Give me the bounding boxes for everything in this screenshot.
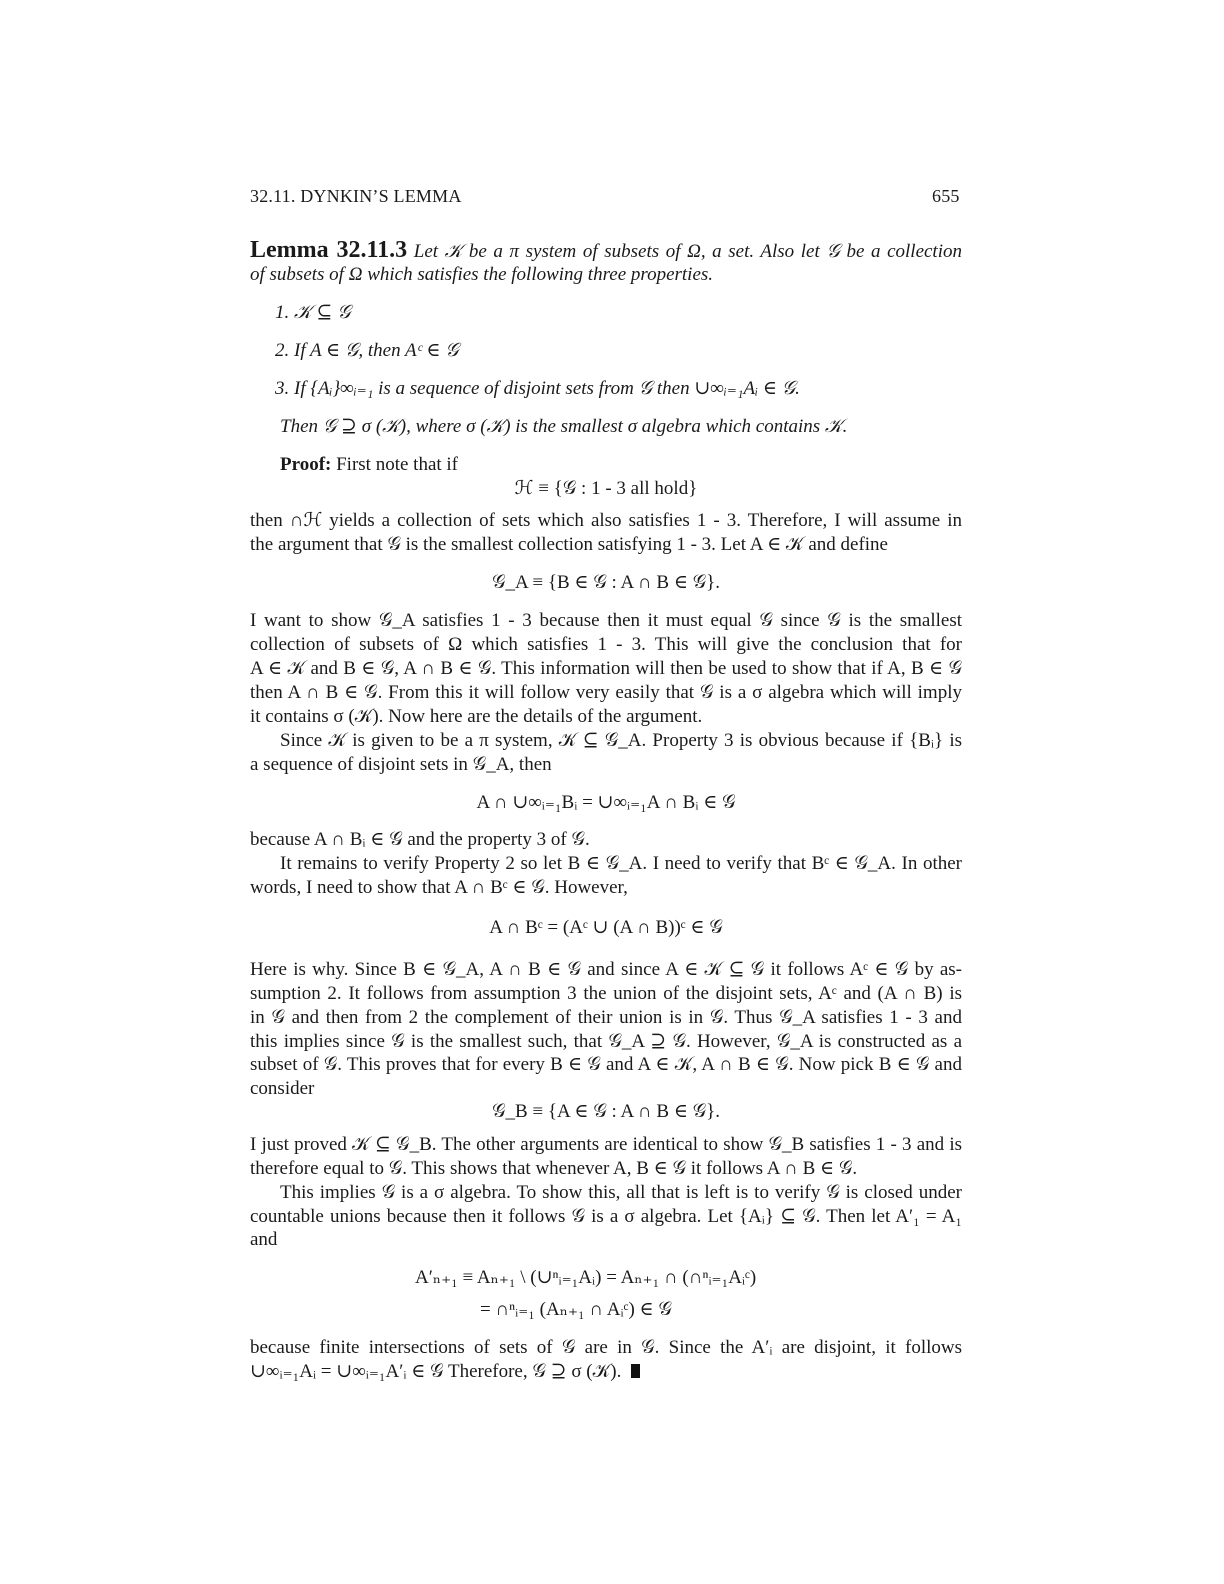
lemma-statement-line2: of subsets of Ω which satisfies the following three properties. <box>250 264 714 285</box>
paragraph-line: Since 𝒦 is given to be a π system, 𝒦 ⊆ 𝒢_A. Property 3 is obvious because if {Bᵢ} is <box>280 730 962 751</box>
paragraph-line: therefore equal to 𝒢. This shows that whenever A, B ∈ 𝒢 it follows A ∩ B ∈ 𝒢. <box>250 1158 858 1179</box>
paragraph-line: consider <box>250 1078 315 1099</box>
paragraph-line: It remains to verify Property 2 so let B ∈ 𝒢_A. I need to verify that Bᶜ ∈ 𝒢_A. In other <box>280 853 962 874</box>
equation-h-def: ℋ ≡ {𝒢 : 1 - 3 all hold} <box>514 478 698 499</box>
equation-disjoint-def-2: = ∩ⁿᵢ₌₁ (Aₙ₊₁ ∩ Aᵢᶜ) ∈ 𝒢 <box>480 1299 672 1320</box>
paragraph-line: This implies 𝒢 is a σ algebra. To show this, all that is left is to verify 𝒢 is closed under <box>280 1182 962 1203</box>
paragraph-line: in 𝒢 and then from 2 the complement of their union is in 𝒢. Thus 𝒢_A satisfies 1 - 3 and <box>250 1007 962 1028</box>
paragraph-line: countable unions because then it follows 𝒢 is a σ algebra. Let {Aᵢ} ⊆ 𝒢. Then let A′₁ = A₁ <box>250 1206 962 1227</box>
equation-gb-def: 𝒢_B ≡ {A ∈ 𝒢 : A ∩ B ∈ 𝒢}. <box>491 1101 721 1122</box>
lemma-item-3: 3. If {Aᵢ}∞ᵢ₌₁ is a sequence of disjoint sets from 𝒢 then ∪∞ᵢ₌₁Aᵢ ∈ 𝒢. <box>275 378 800 399</box>
paragraph-line: words, I need to show that A ∩ Bᶜ ∈ 𝒢. However, <box>250 877 628 898</box>
qed-box-icon <box>631 1364 640 1378</box>
running-head: 32.11. DYNKIN’S LEMMA <box>250 186 462 206</box>
page-number: 655 <box>932 186 960 206</box>
paragraph-line: this implies since 𝒢 is the smallest such, that 𝒢_A ⊇ 𝒢. However, 𝒢_A is constructed as a <box>250 1031 962 1052</box>
paragraph-line: and <box>250 1229 278 1250</box>
paragraph-line: the argument that 𝒢 is the smallest collection satisfying 1 - 3. Let A ∈ 𝒦 and define <box>250 534 888 555</box>
paragraph-line: A ∈ 𝒦 and B ∈ 𝒢, A ∩ B ∈ 𝒢. This information will then be used to show that if A, B ∈ 𝒢 <box>250 658 962 679</box>
paragraph-line: because finite intersections of sets of 𝒢 are in 𝒢. Since the A′ᵢ are disjoint, it follows <box>250 1337 962 1358</box>
paragraph-line: subset of 𝒢. This proves that for every B ∈ 𝒢 and A ∈ 𝒦, A ∩ B ∈ 𝒢. Now pick B ∈ 𝒢 and <box>250 1054 962 1075</box>
equation-union-intersection: A ∩ ∪∞ᵢ₌₁Bᵢ = ∪∞ᵢ₌₁A ∩ Bᵢ ∈ 𝒢 <box>476 792 736 813</box>
equation-ga-def: 𝒢_A ≡ {B ∈ 𝒢 : A ∩ B ∈ 𝒢}. <box>491 572 721 593</box>
paragraph-line: it contains σ (𝒦). Now here are the details of the argument. <box>250 706 703 727</box>
proof-intro: Proof: First note that if <box>280 454 459 475</box>
lemma-item-2: 2. If A ∈ 𝒢, then Aᶜ ∈ 𝒢 <box>275 340 459 361</box>
lemma-conclusion: Then 𝒢 ⊇ σ (𝒦), where σ (𝒦) is the smallest σ algebra which contains 𝒦. <box>280 416 848 437</box>
paragraph-line: because A ∩ Bᵢ ∈ 𝒢 and the property 3 of 𝒢. <box>250 829 590 850</box>
paragraph-line: a sequence of disjoint sets in 𝒢_A, then <box>250 754 552 775</box>
lemma-statement-line1: Lemma 32.11.3 Let 𝒦 be a π system of subsets of Ω, a set. Also let 𝒢 be a collection <box>250 237 962 263</box>
paragraph-line: then ∩ℋ yields a collection of sets which also satisfies 1 - 3. Therefore, I will assume in <box>250 510 962 531</box>
paragraph-line: sumption 2. It follows from assumption 3 the union of the disjoint sets, Aᶜ and (A ∩ B) is <box>250 983 962 1004</box>
lemma-item-1: 1. 𝒦 ⊆ 𝒢 <box>275 302 351 323</box>
equation-disjoint-def-1: A′ₙ₊₁ ≡ Aₙ₊₁ \ (∪ⁿᵢ₌₁Aᵢ) = Aₙ₊₁ ∩ (∩ⁿᵢ₌₁Aᵢᶜ) <box>415 1267 757 1288</box>
paragraph-line: collection of subsets of Ω which satisfies 1 - 3. This will give the conclusion that for <box>250 634 962 655</box>
paragraph-line: I want to show 𝒢_A satisfies 1 - 3 because then it must equal 𝒢 since 𝒢 is the smallest <box>250 610 962 631</box>
equation-complement: A ∩ Bᶜ = (Aᶜ ∪ (A ∩ B))ᶜ ∈ 𝒢 <box>489 917 723 938</box>
paragraph-line: then A ∩ B ∈ 𝒢. From this it will follow very easily that 𝒢 is a σ algebra which will imply <box>250 682 962 703</box>
proof-final-line: ∪∞ᵢ₌₁Aᵢ = ∪∞ᵢ₌₁A′ᵢ ∈ 𝒢 Therefore, 𝒢 ⊇ σ (𝒦). <box>250 1360 640 1384</box>
paragraph-line: I just proved 𝒦 ⊆ 𝒢_B. The other arguments are identical to show 𝒢_B satisfies 1 - 3 and is <box>250 1134 962 1155</box>
lemma-label: Lemma 32.11.3 <box>250 237 408 263</box>
proof-label: Proof: <box>280 454 332 475</box>
paragraph-line: Here is why. Since B ∈ 𝒢_A, A ∩ B ∈ 𝒢 and since A ∈ 𝒦 ⊆ 𝒢 it follows Aᶜ ∈ 𝒢 by as- <box>250 959 962 980</box>
